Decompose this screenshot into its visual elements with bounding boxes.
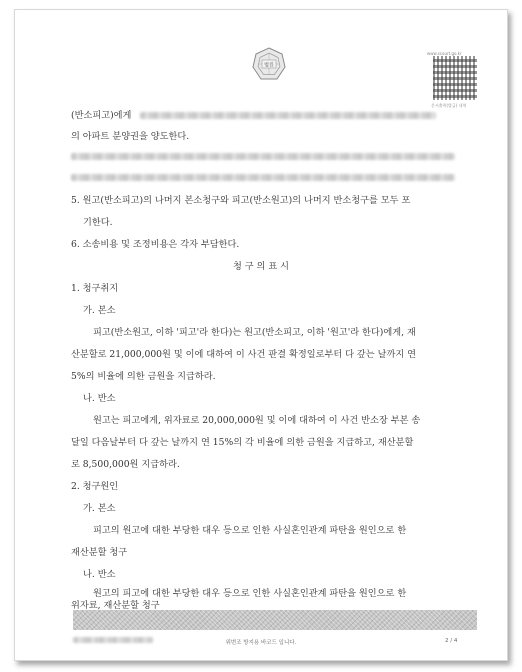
- qr-code: [433, 56, 477, 100]
- body-line: 5. 원고(반소피고)의 나머지 본소청구와 피고(반소원고)의 나머지 반소청구를 모두 포: [71, 195, 411, 206]
- body-line: 피고의 원고에 대한 부당한 대우 등으로 인한 사실혼인관계 파탄을 원인으로 한: [93, 525, 407, 536]
- footer-notice: 위변조 방지용 바코드 입니다.: [225, 640, 297, 646]
- redaction-block: [71, 174, 455, 181]
- redaction-block: [71, 153, 455, 160]
- body-line: 의 아파트 분양권을 양도한다.: [71, 131, 190, 142]
- body-line: 피고(반소원고, 이하 '피고'라 한다)는 원고(반소피고, 이하 '원고'라 한다)에게, 재: [93, 327, 416, 338]
- page-number: 2 / 4: [445, 638, 458, 644]
- subsection-title: 나. 반소: [83, 393, 116, 404]
- body-line: 기한다.: [83, 217, 113, 228]
- body-line: 위자료, 재산분할 청구: [71, 600, 160, 611]
- redaction-block: [140, 112, 436, 119]
- body-line: 원고의 피고에 대한 부당한 대우 등으로 인한 사실혼인관계 파탄을 원인으로 한: [93, 588, 407, 599]
- body-line: 원고는 피고에게, 위자료로 20,000,000원 및 이에 대하여 이 사건 반소장 부본 송: [93, 415, 421, 426]
- qr-caption-top: www.scourt.go.kr: [427, 51, 462, 56]
- section-title: 1. 청구취지: [71, 283, 119, 294]
- body-line: 재산분할 청구: [71, 547, 128, 558]
- security-barcode-band: [73, 610, 477, 630]
- body-line: 5%의 비율에 의한 금원을 지급하라.: [71, 371, 216, 382]
- section-heading: 청 구 의 표 시: [232, 261, 290, 272]
- subsection-title: 가. 본소: [83, 503, 116, 514]
- body-line: 산분할로 21,000,000원 및 이에 대하여 이 사건 판결 확정일로부터 다 갚는 날까지 연: [71, 349, 417, 360]
- qr-caption-bottom: 문서출력(발급) 내역: [431, 103, 467, 108]
- body-line: 로 8,500,000원 지급하라.: [71, 459, 180, 470]
- body-line: 달일 다음날부터 다 갚는 날까지 연 15%의 각 비율에 의한 금원을 지급하고, 재산분할: [71, 437, 414, 448]
- body-line: 6. 소송비용 및 조정비용은 각자 부담한다.: [71, 239, 240, 250]
- emblem-label: 법원: [264, 62, 274, 69]
- body-line-1-prefix: (반소피고)에게: [71, 110, 132, 121]
- body-line-redacted-1: [71, 110, 436, 122]
- subsection-title: 나. 반소: [83, 569, 116, 580]
- document-page: [14, 9, 508, 661]
- subsection-title: 가. 본소: [83, 305, 116, 316]
- court-emblem-icon: [251, 46, 287, 82]
- section-title: 2. 청구원인: [71, 481, 119, 492]
